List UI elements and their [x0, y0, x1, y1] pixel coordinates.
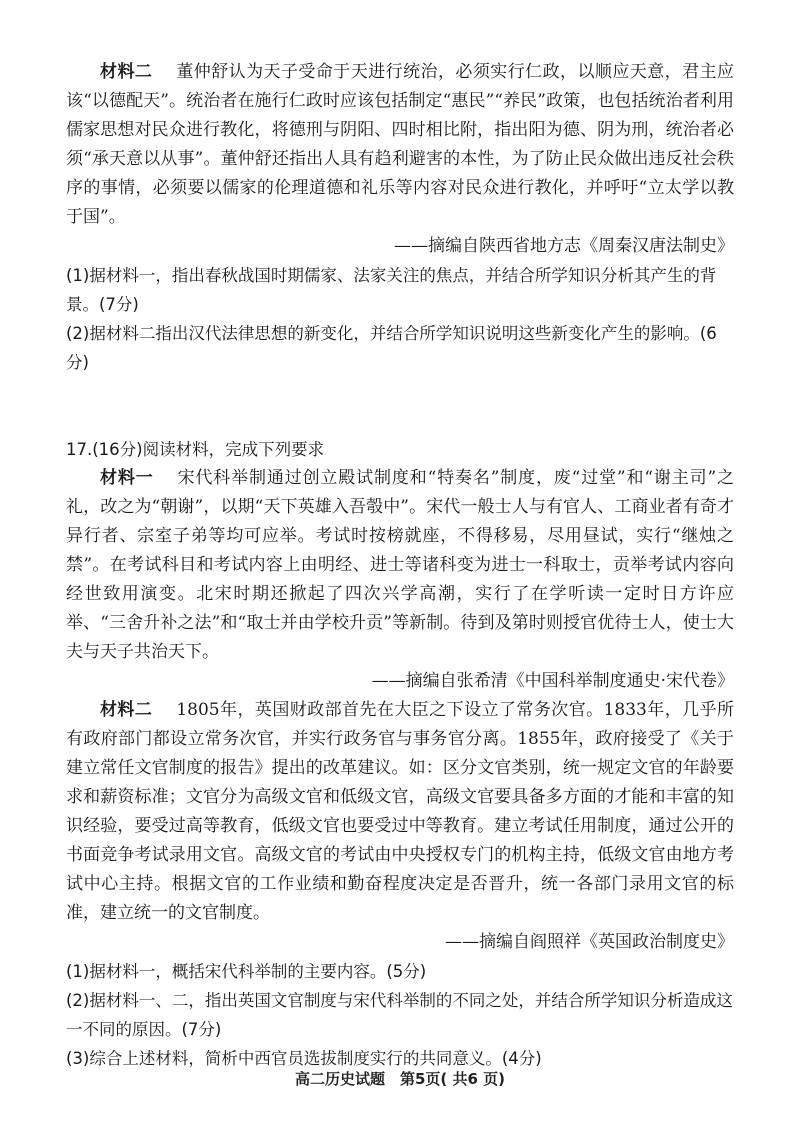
page-footer: 高二历史试题 第5页( 共6 页)	[294, 1070, 506, 1088]
q17-material-2	[66, 696, 734, 928]
q17-material-1-source: ——摘编自张希清《中国科举制度通史·宋代卷》	[371, 671, 734, 691]
q17-question-2: (2)据材料一、二，指出英国文官制度与宋代科举制的不同之处，并结合所学知识分析造成这一不同的原因。(7分)	[66, 991, 733, 1039]
q17-material-2-source: ——摘编自阎照祥《英国政治制度史》	[445, 932, 734, 952]
material-label: 材料二	[100, 62, 153, 82]
q17-material-1	[66, 464, 734, 667]
section-spacer	[66, 377, 734, 435]
q16-question-2: (2)据材料二指出汉代法律思想的新变化，并结合所学知识说明这些新变化产生的影响。(6分)	[66, 324, 717, 372]
q17-heading: 17.(16分)阅读材料，完成下列要求	[66, 440, 325, 459]
material-label: 材料一	[100, 468, 154, 488]
q16-material-2-source: ——摘编自陕西省地方志《周秦汉唐法制史》	[394, 236, 734, 256]
material-text: 董仲舒认为天子受命于天进行统治，必须实行仁政，以顺应天意，君主应该“以德配天”。统治者在施行仁政时应该包括制定“惠民”“养民”政策，也包括统治者利用儒家思想对民众进行教化，将德刑与阴阳、四时相比附，指出阳为德、阴为刑，统治者必须“承天意以从事”。董仲舒还指出人具有趋利避害的本性，为了防止民众做出违反社会秩序的事情，必须要以儒家的伦理道德和礼乐等内容对民众进行教化，并呼吁“立太学以教于国”。	[66, 62, 735, 227]
material-label: 材料二	[100, 700, 153, 720]
q17-question-1: (1)据材料一，概括宋代科举制的主要内容。(5分)	[66, 962, 427, 981]
q16-material-2	[66, 58, 734, 232]
q17-question-3: (3)综合上述材料，简析中西官员选拔制度实行的共同意义。(4分)	[66, 1049, 542, 1068]
exam-page	[66, 58, 734, 1073]
material-text: 宋代科举制通过创立殿试制度和“特奏名”制度，废“过堂”和“谢主司”之礼，改之为“朝谢”，以期“天下英雄入吾彀中”。宋代一般士人与有官人、工商业者有奇才异行者、宗室子弟等均可应举。考试时按榜就座，不得移易，尽用昼试，实行“继烛之禁”。在考试科目和考试内容上由明经、进士等诸科变为进士一科取士，贡举考试内容向经世致用演变。北宋时期还掀起了四次兴学高潮，实行了在学听读一定时日方许应举、“三舍升补之法”和“取士并由学校升贡”等新制。待到及第时则授官优待士人，使士大夫与天子共治天下。	[66, 468, 734, 662]
q16-question-1: (1)据材料一，指出春秋战国时期儒家、法家关注的焦点，并结合所学知识分析其产生的背景。(7分)	[66, 266, 717, 314]
material-text: 1805年，英国财政部首先在大臣之下设立了常务次官。1833年，几乎所有政府部门都设立常务次官，并实行政务官与事务官分离。1855年，政府接受了《关于建立常任文官制度的报告》提出的改革建议。如：区分文官类别，统一规定文官的年龄要求和薪资标准；文官分为高级文官和低级文官，高级文官要具备多方面的才能和丰富的知识经验，要受过高等教育，低级文官也要受过中等教育。建立考试任用制度，通过公开的书面竞争考试录用文官。高级文官的考试由中央授权专门的机构主持，低级文官由地方考试中心主持。根据文官的工作业绩和勤奋程度决定是否晋升，统一各部门录用文官的标准，建立统一的文官制度。	[66, 700, 735, 923]
